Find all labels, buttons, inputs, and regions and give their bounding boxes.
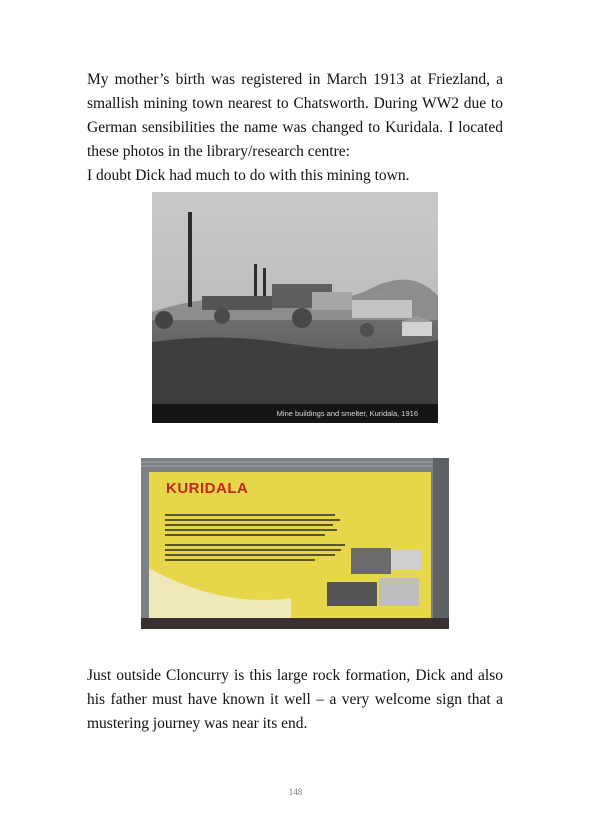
kuridala-sign-photo <box>141 458 449 629</box>
mine-photo-image <box>152 192 438 423</box>
mine-photo-caption: Mine buildings and smelter, Kuridala, 1916 <box>276 409 418 418</box>
paragraph-intro-body: My mother’s birth was registered in March 1913 at Friezland, a smallish mining town nearest to Chatsworth. During WW2 due to German sensibilities the name was changed to Kuridala. I located these photos in the library/research centre: <box>87 71 503 160</box>
paragraph-rock-formation: Just outside Cloncurry is this large rock formation, Dick and also his father must have known it well – a very welcome sign that a mustering journey was near its end. <box>87 667 503 732</box>
paragraph-intro-last-line: I doubt Dick had much to do with this mining town. <box>87 167 410 184</box>
sign-title: KURIDALA <box>166 480 249 497</box>
paragraph-intro <box>87 68 503 188</box>
page-number: 148 <box>288 787 303 797</box>
mine-buildings-photo <box>152 192 438 423</box>
